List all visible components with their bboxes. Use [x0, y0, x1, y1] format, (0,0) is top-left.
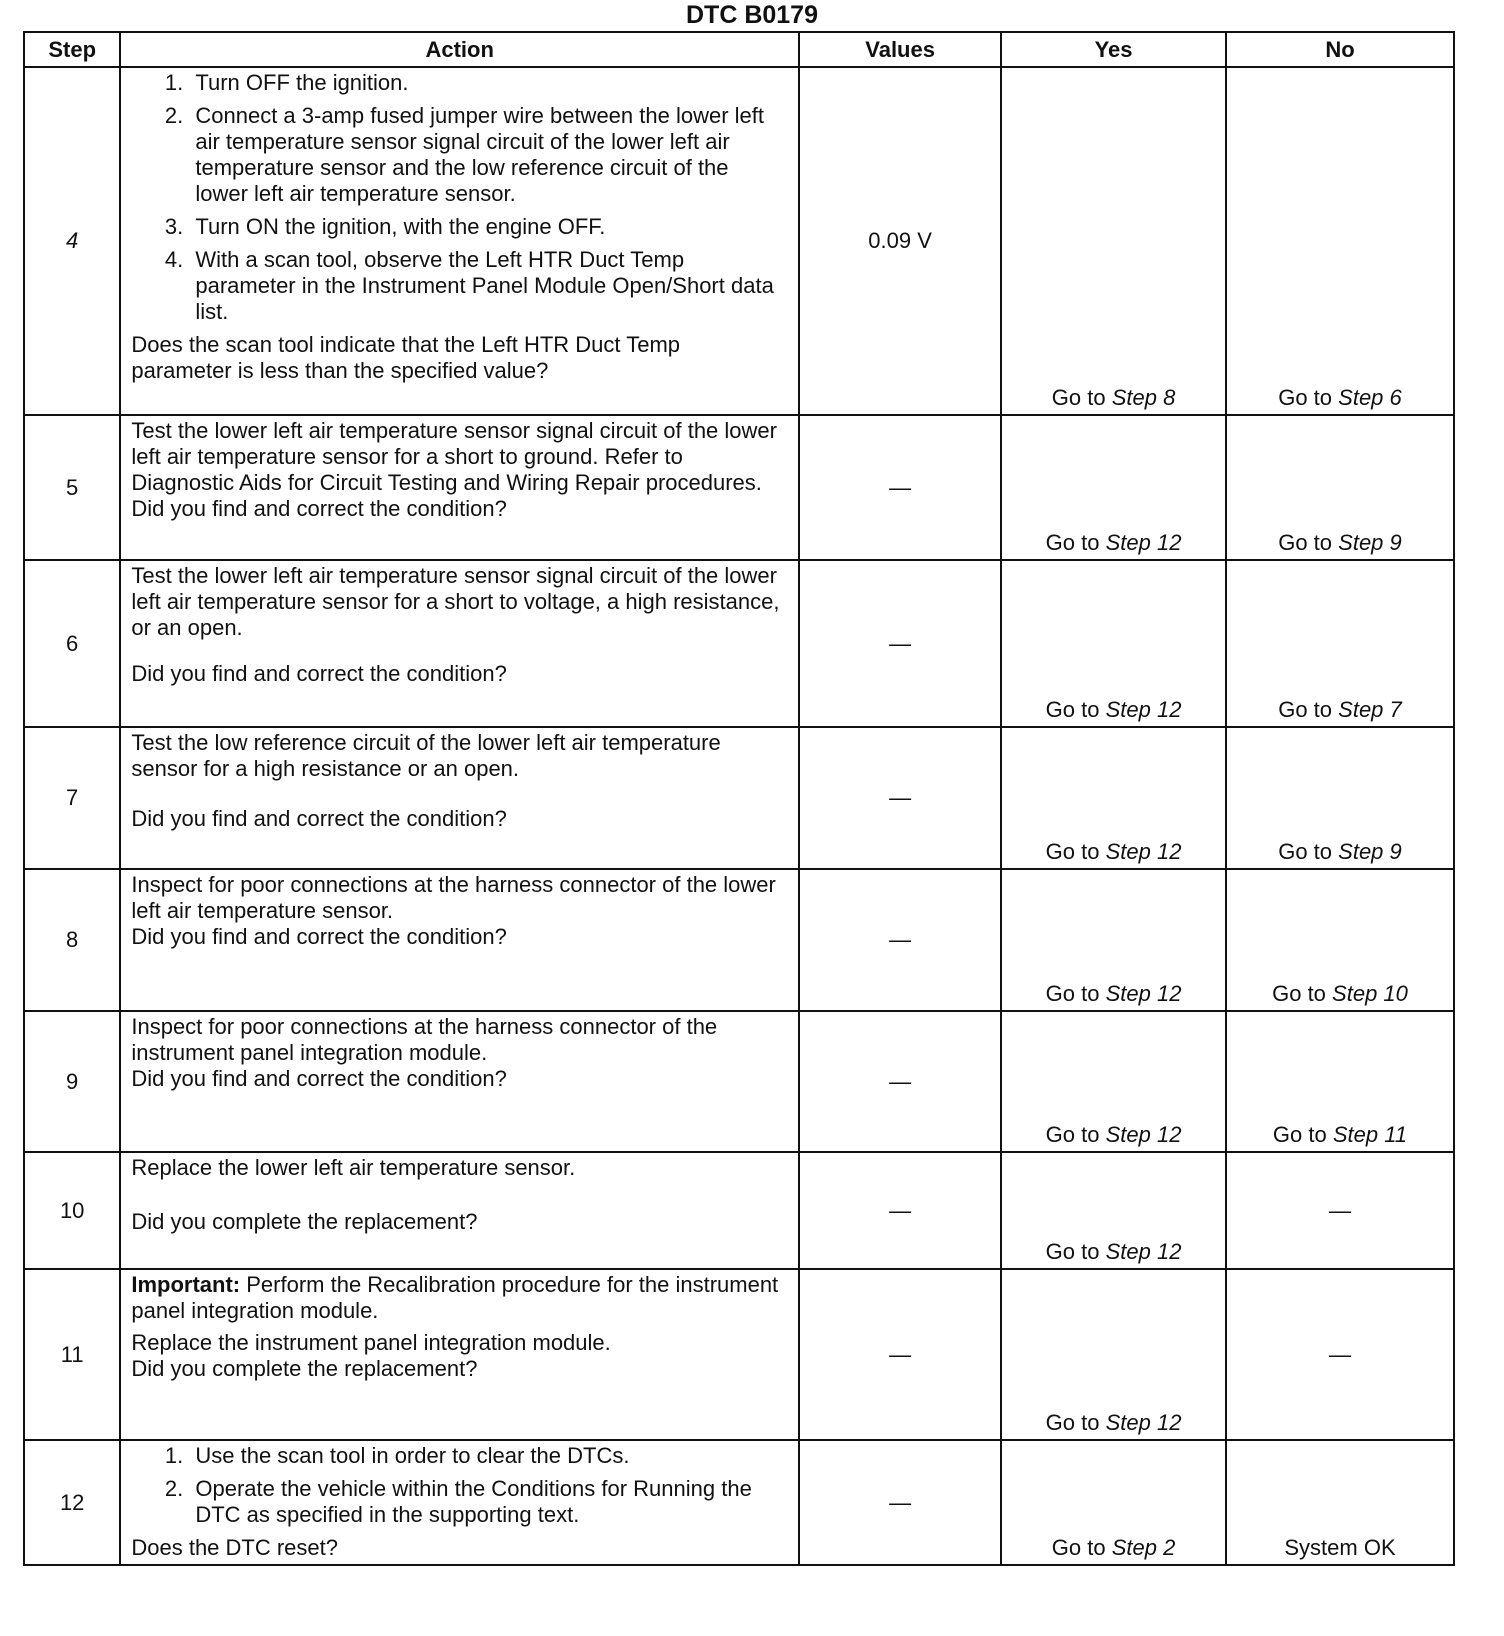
no-cell: [1226, 560, 1454, 727]
header-action: Action: [120, 32, 799, 67]
yes-cell: [1001, 1011, 1226, 1152]
yes-step-ref: Step 12: [1105, 1410, 1182, 1435]
goto-prefix: Go to: [1272, 981, 1326, 1006]
header-step: Step: [24, 32, 120, 67]
goto-prefix: Go to: [1045, 530, 1100, 555]
table-row: [24, 1152, 1454, 1269]
action-text: Inspect for poor connections at the harness connector of the instrument panel integration module.: [131, 1014, 718, 1065]
list-item: 3. Turn ON the ignition, with the engine OFF.: [189, 214, 784, 240]
action-question: Did you find and correct the condition?: [131, 661, 507, 686]
yes-cell: [1001, 1152, 1226, 1269]
action-cell: [120, 869, 799, 1011]
action-cell: [120, 560, 799, 727]
table-row: [24, 67, 1454, 415]
table-row: [24, 727, 1454, 869]
action-text: Replace the instrument panel integration module.: [131, 1330, 611, 1355]
value-cell: —: [799, 1152, 1001, 1269]
goto-prefix: Go to: [1045, 981, 1100, 1006]
table-row: [24, 560, 1454, 727]
action-list: [131, 70, 784, 332]
action-cell: [120, 1440, 799, 1565]
table-row: [24, 1440, 1454, 1565]
value-cell: —: [799, 1440, 1001, 1565]
value-cell: —: [799, 727, 1001, 869]
value-cell: 0.09 V: [799, 67, 1001, 415]
action-cell: [120, 1152, 799, 1269]
action-question: Did you find and correct the condition?: [131, 1066, 507, 1091]
yes-step-ref: Step 12: [1105, 1122, 1182, 1147]
goto-prefix: Go to: [1045, 697, 1100, 722]
no-step-ref: Step 10: [1332, 981, 1408, 1006]
action-question: Did you complete the replacement?: [131, 1209, 478, 1234]
action-cell: [120, 727, 799, 869]
yes-cell: [1001, 560, 1226, 727]
list-item: 1. Use the scan tool in order to clear the DTCs.: [189, 1443, 784, 1469]
goto-prefix: Go to: [1278, 530, 1333, 555]
action-text: Replace the lower left air temperature sensor.: [131, 1155, 576, 1180]
system-ok-text: System OK: [1284, 1535, 1396, 1560]
action-text: Test the low reference circuit of the lower left air temperature sensor for a high resistance or an open.: [131, 730, 721, 781]
goto-prefix: Go to: [1051, 385, 1106, 410]
yes-cell: [1001, 67, 1226, 415]
page-title: DTC B0179: [686, 1, 818, 29]
yes-step-ref: Step 12: [1105, 839, 1182, 864]
goto-prefix: Go to: [1278, 385, 1333, 410]
value-cell: —: [799, 1269, 1001, 1440]
goto-prefix: Go to: [1278, 839, 1333, 864]
important-label: Important:: [131, 1272, 241, 1297]
step-number: 11: [24, 1269, 120, 1440]
table-row: [24, 415, 1454, 560]
yes-step-ref: Step 12: [1105, 1239, 1182, 1264]
table-row: [24, 1269, 1454, 1440]
yes-cell: [1001, 727, 1226, 869]
yes-cell: [1001, 1440, 1226, 1565]
yes-step-ref: Step 12: [1105, 697, 1182, 722]
step-number: 5: [24, 415, 120, 560]
action-cell: [120, 415, 799, 560]
no-cell: —: [1226, 1152, 1454, 1269]
goto-prefix: Go to: [1278, 697, 1333, 722]
goto-prefix: Go to: [1045, 1239, 1100, 1264]
no-cell: —: [1226, 1269, 1454, 1440]
important-note: [131, 1272, 784, 1324]
yes-step-ref: Step 12: [1105, 530, 1182, 555]
no-cell: [1226, 869, 1454, 1011]
action-question: Did you complete the replacement?: [131, 1356, 478, 1381]
step-number: 9: [24, 1011, 120, 1152]
action-question: Did you find and correct the condition?: [131, 496, 507, 521]
no-step-ref: Step 9: [1338, 839, 1402, 864]
action-question: Does the scan tool indicate that the Left HTR Duct Temp parameter is less than the specified value?: [131, 332, 681, 383]
important-text: Perform the Recalibration procedure for the instrument panel integration module.: [131, 1272, 779, 1323]
value-cell: —: [799, 1011, 1001, 1152]
yes-cell: [1001, 415, 1226, 560]
yes-step-ref: Step 2: [1111, 1535, 1176, 1560]
goto-prefix: Go to: [1045, 1122, 1100, 1147]
table-row: [24, 1011, 1454, 1152]
action-cell: [120, 1269, 799, 1440]
header-no: No: [1226, 32, 1454, 67]
action-question: Did you find and correct the condition?: [131, 806, 507, 831]
header-yes: Yes: [1001, 32, 1226, 67]
action-cell: [120, 1011, 799, 1152]
step-number: 12: [24, 1440, 120, 1565]
value-cell: —: [799, 415, 1001, 560]
header-row: [24, 32, 1454, 67]
goto-prefix: Go to: [1045, 839, 1100, 864]
no-cell: [1226, 415, 1454, 560]
table-row: [24, 869, 1454, 1011]
step-number: 10: [24, 1152, 120, 1269]
step-number: 8: [24, 869, 120, 1011]
list-item: 2. Connect a 3-amp fused jumper wire between the lower left air temperature sensor signal circuit of the lower left air temperature sensor and the low reference circuit of the lower left air temperature sensor.: [189, 103, 784, 207]
action-question: Did you find and correct the condition?: [131, 924, 507, 949]
no-cell: [1226, 727, 1454, 869]
goto-prefix: Go to: [1272, 1122, 1327, 1147]
yes-cell: [1001, 1269, 1226, 1440]
action-question: Does the DTC reset?: [131, 1535, 338, 1560]
diagnostic-table: [23, 31, 1455, 1566]
no-step-ref: Step 11: [1332, 1122, 1408, 1147]
list-item: 2. Operate the vehicle within the Conditions for Running the DTC as specified in the supporting text.: [189, 1476, 784, 1528]
header-values: Values: [799, 32, 1001, 67]
step-number: 6: [24, 560, 120, 727]
value-cell: —: [799, 869, 1001, 1011]
no-step-ref: Step 7: [1338, 697, 1402, 722]
action-text: Test the lower left air temperature sensor signal circuit of the lower left air temperature sensor for a short to ground. Refer to Diagnostic Aids for Circuit Testing and Wiring Repair procedures.: [131, 418, 777, 495]
value-cell: —: [799, 560, 1001, 727]
yes-step-ref: Step 12: [1105, 981, 1182, 1006]
no-cell: [1226, 1440, 1454, 1565]
action-list: [131, 1443, 784, 1535]
action-text: Inspect for poor connections at the harness connector of the lower left air temperature sensor.: [131, 872, 776, 923]
goto-prefix: Go to: [1045, 1410, 1100, 1435]
list-item: 1. Turn OFF the ignition.: [189, 70, 784, 96]
action-cell: [120, 67, 799, 415]
action-text: Test the lower left air temperature sensor signal circuit of the lower left air temperature sensor for a short to voltage, a high resistance, or an open.: [131, 563, 780, 640]
yes-step-ref: Step 8: [1111, 385, 1176, 410]
step-number: 7: [24, 727, 120, 869]
list-item: 4. With a scan tool, observe the Left HTR Duct Temp parameter in the Instrument Panel Module Open/Short data list.: [189, 247, 784, 325]
yes-cell: [1001, 869, 1226, 1011]
step-number: 4: [24, 67, 120, 415]
no-step-ref: Step 6: [1338, 385, 1402, 410]
no-cell: [1226, 67, 1454, 415]
goto-prefix: Go to: [1051, 1535, 1106, 1560]
no-cell: [1226, 1011, 1454, 1152]
no-step-ref: Step 9: [1338, 530, 1402, 555]
